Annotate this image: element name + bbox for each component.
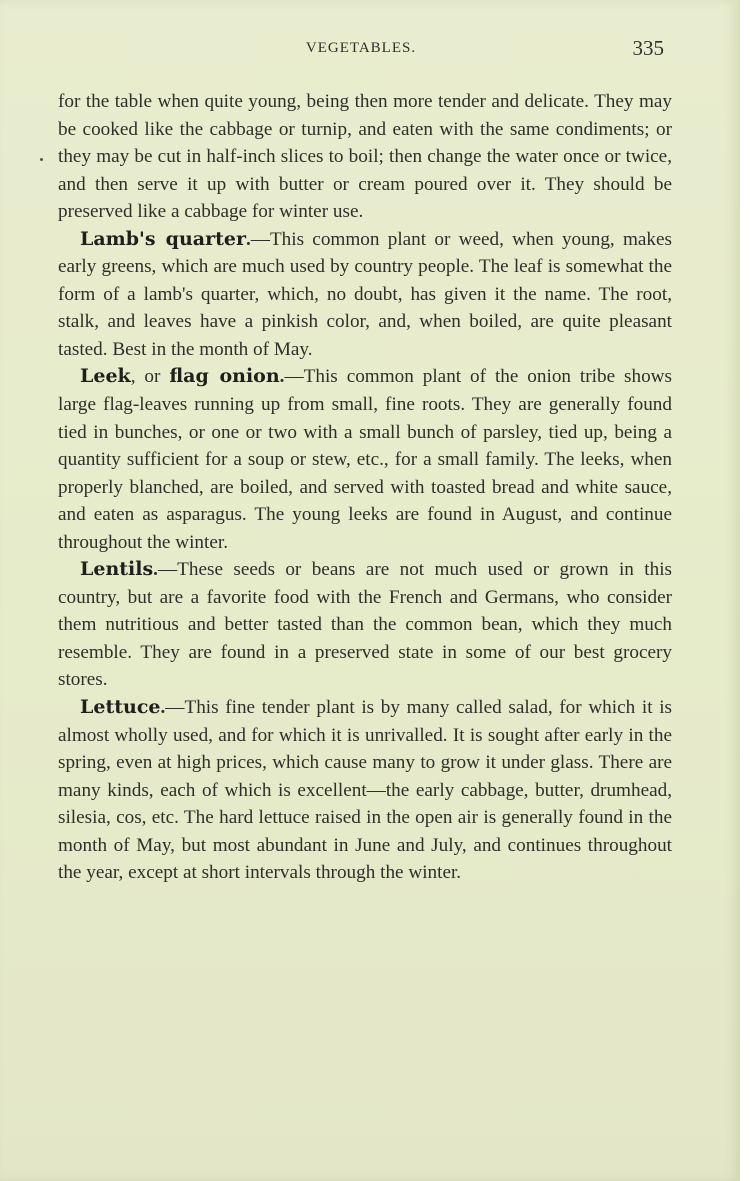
entry-text: —This common plant or weed, when young, makes early greens, which are much used by country people. The leaf is somewhat the form of a lamb's quarter, which, no doubt, has given it the name. The root, stalk, and leaves have a pinkish color, and, when boiled, are quite pleasant tasted. Best in the month of May. [58, 228, 673, 360]
entry-text: —This common plant of the onion tribe shows large flag-leaves running up from small, fine roots. They are generally found tied in bunches, or one or two with a small bunch of parsley, tied up, being a quantity sufficient for a soup or stew, etc., for a small family. The leeks, when properly blanched, are boiled, and served with toasted bread and white sauce, and eaten as asparagus. The young leeks are found in August, and continue throughout the winter. [58, 366, 672, 553]
print-speck [40, 158, 43, 161]
entry-heading: Lamb's quarter [80, 227, 246, 250]
entry-lettuce: Lettuce.—This fine tender plant is by many called salad, for which it is almost wholly used, and for which it is unrivalled. It is sought after early in the spring, even at high prices, which cause many to grow it under glass. There are many kinds, each of which is excellent—the early cabbage, butter, drumhead, silesia, cos, etc. The hard lettuce raised in the open air is generally found in the month of May, but most abundant in June and July, and continues throughout the year, except at short intervals through the winter. [58, 696, 672, 884]
entry-connector: , or [130, 366, 170, 388]
entry-lambs-quarter: Lamb's quarter.—This common plant or weed, when young, makes early greens, which are much used by country people. The leaf is somewhat the form of a lamb's quarter, which, no doubt, has given it the name. The root, stalk, and leaves have a pinkish color, and, when boiled, are quite pleasant tasted. Best in the month of May. [58, 227, 673, 360]
entry-heading-alt: flag onion [169, 365, 280, 388]
entry-leek: Leek, or flag onion.—This common plant of the onion tribe shows large flag-leaves running up from small, fine roots. They are generally found tied in bunches, or one or two with a small bunch of parsley, tied up, being a quantity sufficient for a soup or stew, etc., for a small family. The leeks, when properly blanched, are boiled, and served with toasted bread and white sauce, and eaten as asparagus. The young leeks are found in August, and continue throughout the winter. [58, 365, 672, 553]
running-head [58, 36, 664, 62]
page-body [58, 88, 672, 887]
page-number: 335 [632, 36, 664, 60]
entry-heading: Leek [80, 365, 131, 388]
entry-heading: Lettuce [80, 696, 161, 719]
continuation-paragraph: for the table when quite young, being then more tender and delicate. They may be cooked like the cabbage or turnip, and eaten with the same condiments; or they may be cut in half-inch slices to boil; then change the water once or twice, and then serve it up with butter or cream poured over it. They should be preserved like a cabbage for winter use. [58, 91, 672, 223]
scan-margin [740, 0, 750, 1181]
entry-text: —This fine tender plant is by many called salad, for which it is almost wholly used, and for which it is unrivalled. It is sought after early in the spring, even at high prices, which cause many to grow it under glass. There are many kinds, each of which is excellent—the early cabbage, butter, drumhead, silesia, cos, etc. The hard lettuce raised in the open air is generally found in the month of May, but most abundant in June and July, and continues throughout the year, except at short intervals through the winter. [58, 697, 672, 884]
entry-heading: Lentils [80, 558, 154, 581]
running-title: VEGETABLES. [305, 40, 417, 56]
entry-text: —These seeds or beans are not much used or grown in this country, but are a favorite food with the French and Germans, who consider them nutritious and better tasted than the common bean, which they much resemble. They are found in a preserved state in some of our best grocery stores. [58, 559, 672, 691]
entry-lentils: Lentils.—These seeds or beans are not much used or grown in this country, but are a favorite food with the French and Germans, who consider them nutritious and better tasted than the common bean, which they much resemble. They are found in a preserved state in some of our best grocery stores. [58, 558, 672, 691]
